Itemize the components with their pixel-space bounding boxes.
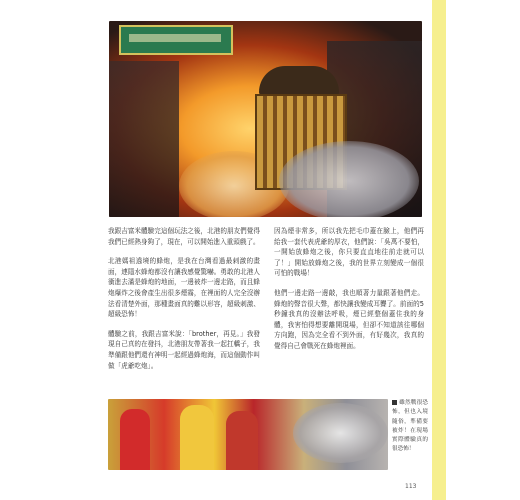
paragraph: 我跟吉富米體驗完這個玩法之後，北港的朋友們覺得我們已經熱身夠了，現在，可以開始進入重頭戲了。 <box>108 227 260 246</box>
caption-marker-icon <box>392 400 397 405</box>
paragraph: 因為煙非常多，所以我先把毛巾蓋在臉上，他們再給我一套代表虎爺的厚衣，他們說：「吳萬不要怕，一開始放蜂炮之後，你只要直直地往前走就可以了！」開始放蜂炮之後，我的世界立刻變成一個很可怕的戰場！ <box>274 227 424 278</box>
hero-photo-fireworks-procession <box>109 21 422 217</box>
bottom-photo-temple-parade <box>108 399 388 470</box>
caption-text: 雖然戰很恐怖，但也入境隨俗，準備要被炸！在現場實際體驗真的很恐怖！ <box>392 400 428 453</box>
paragraph: 他們一邊走路一邊敲，我也順著力量跟著他們走。蜂炮的聲音很大聲，都快讓我變成耳聾了。前面的5秒鐘我真的沒辦法呼吸，煙已經整個蓋住我的身體，我害怕得想要離開現場，但卻不知道該往哪個方向跑，因為完全看不到外面，有好幾次，我真的覺得自己會戰死在蜂炮裡面。 <box>274 288 424 350</box>
shop-sign <box>119 25 233 55</box>
text-column-left <box>108 226 260 380</box>
crowd-left <box>109 61 179 217</box>
paragraph: 體驗之前，我跟吉富米說：「brother，再見。」我發現自己真的在發抖，北港朋友帶著我一起扛轎子，我準備跟他們還有神明一起經過蜂炮海，而這個動作叫做「虎爺吃炮」。 <box>108 329 260 370</box>
person-red-shirt <box>120 409 150 470</box>
smoke-cloud <box>293 403 388 463</box>
text-column-right <box>274 226 424 361</box>
palanquin-roof <box>259 66 339 96</box>
person-red-robe <box>226 411 258 470</box>
page-edge-bar <box>432 0 446 500</box>
photo-caption <box>392 399 428 455</box>
person-yellow-robe <box>180 405 214 470</box>
paragraph: 北港媽祖遶境的蜂炮，是我在台灣看過最刺激的畫面，連隱水蜂炮都沒有讓我感覺驚嚇。勇敢的北港人衝進去滿是蜂炮的地面，一邊被炸一邊走路，而且蜂炮爆炸之後會產生出很多煙霧，在裡面的人完全沒辦法看清楚外面，那種畫面真的難以形容，超級刺激、超級恐怖！ <box>108 257 260 319</box>
page-number: 113 <box>405 483 417 490</box>
smoke-cloud <box>279 141 419 217</box>
